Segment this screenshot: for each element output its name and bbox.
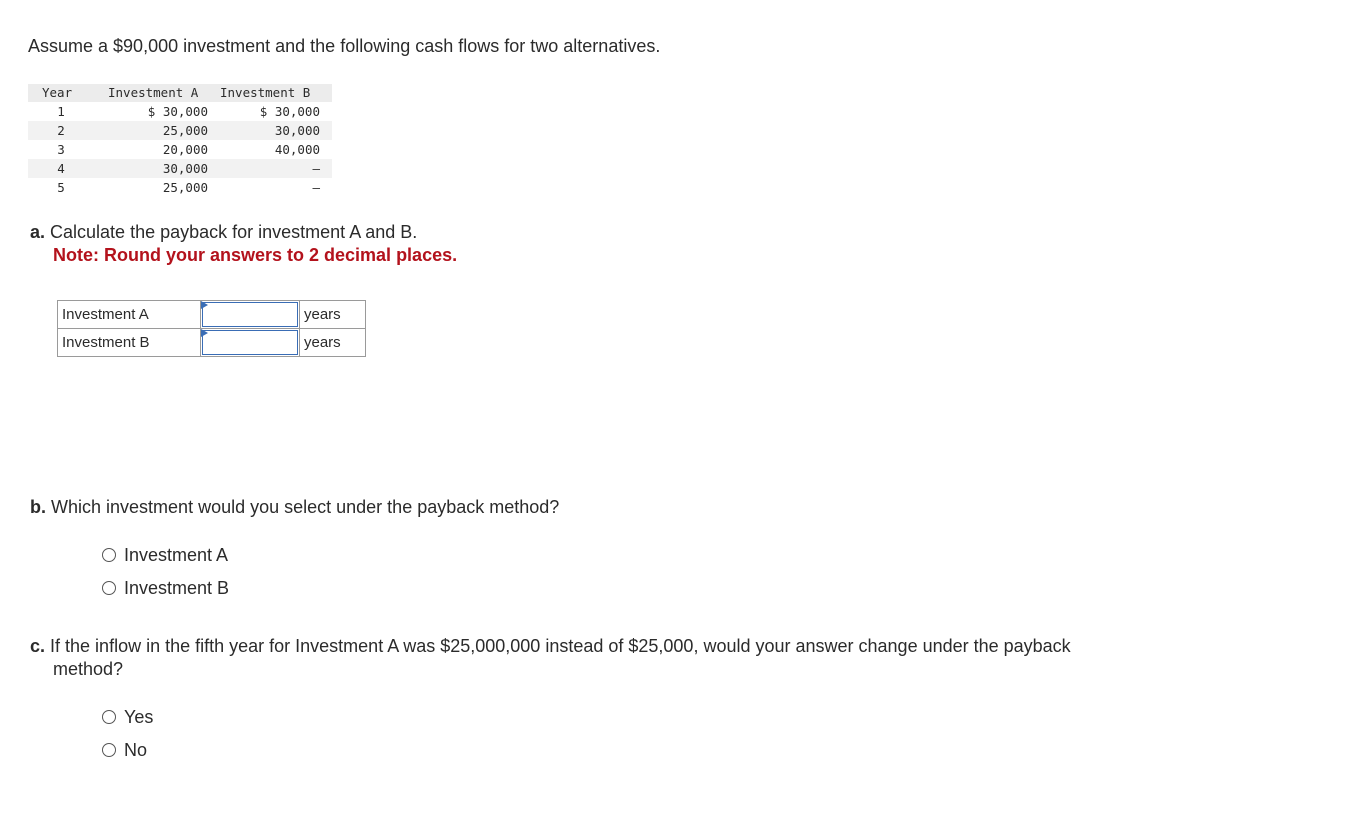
cell-year: 3 [57,142,65,157]
intro-text: Assume a $90,000 investment and the following cash flows for two alternatives. [28,36,661,56]
cell-year: 4 [28,159,108,178]
cell-investment-a: 30,000 [108,159,220,178]
radio-circle-icon[interactable] [102,581,116,595]
answer-row-investment-a [58,301,366,329]
radio-option-investment-a[interactable] [102,544,228,566]
cell-investment-b: $ 30,000 [259,104,320,119]
radio-option-yes[interactable] [102,706,153,728]
part-b-text: Which investment would you select under the payback method? [51,497,560,517]
part-a-question [30,221,417,244]
radio-label: Investment B [124,578,230,598]
radio-option-no[interactable] [102,739,147,761]
answer-label-investment-b: Investment B [58,329,201,357]
radio-option-investment-b[interactable] [102,577,229,599]
part-a-label: a. [30,222,46,242]
input-marker-icon [201,329,208,337]
header-investment-b: Investment B [220,84,332,102]
part-b-question [30,496,559,519]
part-c-text-line1: If the inflow in the fifth year for Investment A was $25,000,000 instead of $25,000, would your answer change under the payback [50,636,1071,656]
table-row [28,121,332,140]
part-a-text: Calculate the payback for investment A and B. [50,222,418,242]
cell-year: 1 [57,104,65,119]
answer-unit-a: years [300,301,366,329]
table-row [28,159,332,178]
cell-year: 2 [28,121,108,140]
part-c-question [30,635,1071,658]
cell-investment-a: 25,000 [162,180,208,195]
table-row [28,178,332,197]
answer-input-cell-b [201,329,300,357]
cell-investment-b: – [312,180,320,195]
part-c-question-line2: method? [53,659,124,679]
cell-investment-b: – [220,159,332,178]
part-c-label: c. [30,636,46,656]
part-a-note: Note: Round your answers to 2 decimal places. [53,245,458,265]
cell-year: 5 [57,180,65,195]
cell-investment-a: 20,000 [162,142,208,157]
table-row [28,140,332,159]
cash-flow-header-row [28,84,332,102]
table-row [28,102,332,121]
radio-label: Yes [124,707,154,727]
payback-input-investment-b[interactable] [202,330,298,355]
answer-row-investment-b [58,329,366,357]
cell-investment-b: 40,000 [274,142,320,157]
header-year: Year [28,84,108,102]
input-marker-icon [201,301,208,309]
payback-answer-table [57,300,366,357]
radio-label: Investment A [124,545,229,565]
cell-investment-b: 30,000 [220,121,332,140]
cell-investment-a: $ 30,000 [147,104,208,119]
cell-investment-a: 25,000 [108,121,220,140]
radio-circle-icon[interactable] [102,710,116,724]
answer-label-investment-a: Investment A [58,301,201,329]
cash-flow-table [28,84,332,197]
answer-input-cell-a [201,301,300,329]
radio-circle-icon[interactable] [102,743,116,757]
part-b-label: b. [30,497,46,517]
header-investment-a: Investment A [108,84,220,102]
answer-unit-b: years [300,329,366,357]
radio-label: No [124,740,148,760]
radio-circle-icon[interactable] [102,548,116,562]
payback-input-investment-a[interactable] [202,302,298,327]
